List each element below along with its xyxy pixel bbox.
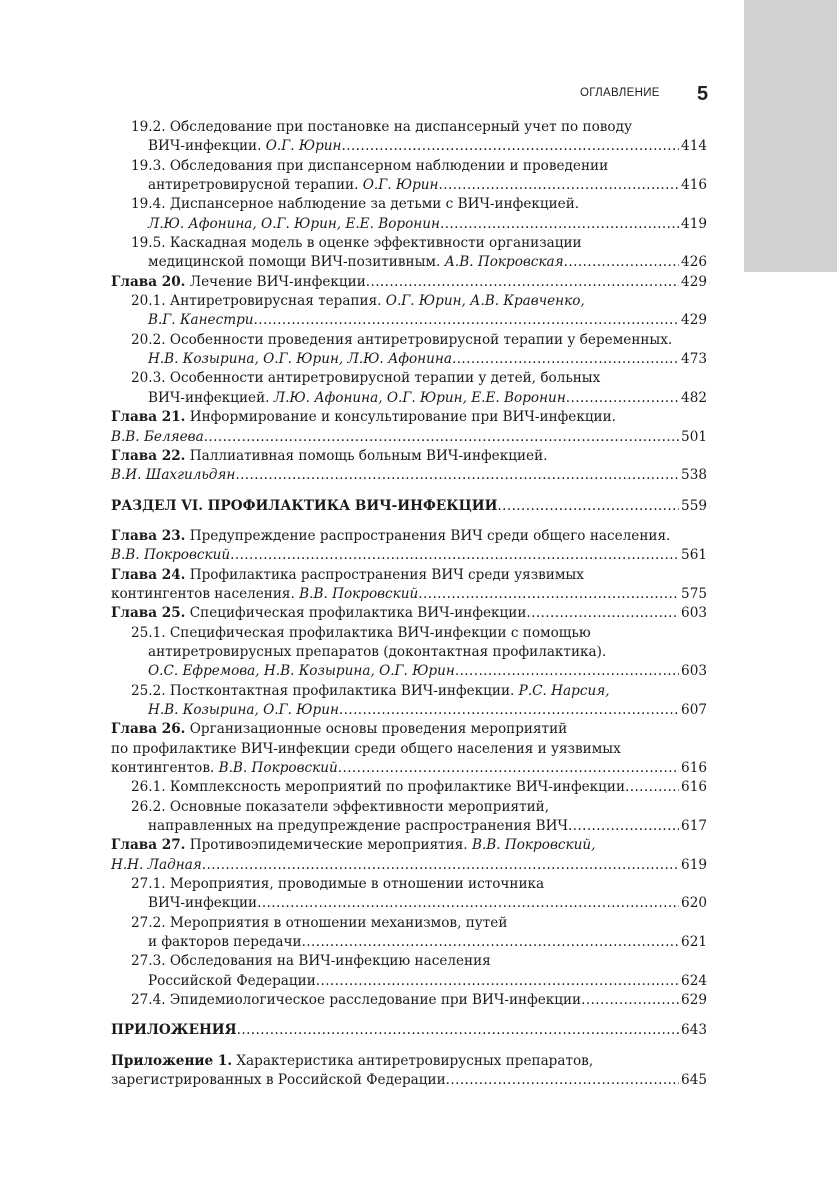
- dot-leader: [204, 428, 679, 447]
- toc-page-number[interactable]: 575: [681, 585, 707, 602]
- toc-title: Профилактика распространения ВИЧ среди уязвимых: [185, 566, 584, 583]
- dot-leader: [302, 933, 679, 952]
- toc-line: [111, 292, 707, 311]
- toc-entry[interactable]: [111, 604, 707, 623]
- toc-line: [111, 527, 707, 546]
- toc-title: Противоэпидемические мероприятия.: [185, 837, 472, 854]
- toc-line: [111, 1071, 707, 1090]
- toc-page-number[interactable]: 561: [681, 547, 707, 564]
- dot-leader: [566, 389, 679, 408]
- toc-title: медицинской помощи ВИЧ-позитивным.: [148, 254, 445, 271]
- toc-author: О.Г. Юрин, А.В. Кравченко,: [385, 293, 585, 310]
- toc-page-number[interactable]: 624: [681, 972, 707, 989]
- toc-page-number[interactable]: 419: [681, 215, 707, 232]
- toc-label: Глава 24.: [111, 566, 186, 583]
- toc-line: [111, 1052, 707, 1071]
- toc-line: [111, 856, 707, 875]
- toc-line: [111, 253, 707, 272]
- toc-line: [111, 389, 707, 408]
- dot-leader: [316, 972, 679, 991]
- toc-line: [111, 546, 707, 565]
- toc-line: [111, 566, 707, 585]
- toc-entry[interactable]: [111, 952, 707, 991]
- toc-page-number[interactable]: 621: [681, 934, 707, 951]
- toc-title: Характеристика антиретровирусных препаратов,: [232, 1052, 594, 1069]
- toc-title: 25.2. Постконтактная профилактика ВИЧ-инфекции.: [131, 682, 519, 699]
- dot-leader: [366, 273, 679, 292]
- toc-entry[interactable]: [111, 566, 707, 605]
- toc-label: Глава 23.: [111, 527, 186, 544]
- dot-leader: [455, 662, 679, 681]
- toc-line: [111, 662, 707, 681]
- toc-title: 20.2. Особенности проведения антиретровирусной терапии у беременных.: [131, 331, 673, 348]
- toc-title: антиретровирусной терапии.: [148, 177, 363, 194]
- toc-author: В.В. Беляева: [111, 428, 204, 445]
- dot-leader: [254, 311, 680, 330]
- toc-author: В.В. Покровский: [218, 760, 338, 776]
- toc-title: Информирование и консультирование при ВИЧ-инфекции.: [185, 409, 617, 426]
- toc-title: контингентов.: [111, 760, 219, 776]
- table-of-contents: [111, 118, 707, 1091]
- running-header: ОГЛАВЛЕНИЕ: [580, 87, 660, 99]
- toc-page-number[interactable]: 603: [681, 663, 707, 680]
- toc-line: [111, 369, 707, 388]
- toc-line: [111, 894, 707, 913]
- toc-page-number[interactable]: 429: [681, 312, 707, 329]
- toc-title: ВИЧ-инфекции: [148, 895, 258, 912]
- toc-line: [111, 331, 707, 350]
- toc-title: ВИЧ-инфекции.: [148, 138, 266, 155]
- toc-line: [111, 952, 707, 971]
- toc-entry[interactable]: [111, 914, 707, 953]
- toc-author: В.В. Покровский,: [471, 837, 596, 854]
- toc-page-number[interactable]: 414: [681, 138, 707, 155]
- toc-line: [111, 740, 707, 759]
- toc-label: Глава 26.: [111, 721, 186, 738]
- toc-line: [111, 643, 707, 662]
- dot-leader: [452, 350, 679, 369]
- dot-leader: [581, 991, 679, 1010]
- toc-entry[interactable]: [111, 624, 707, 682]
- toc-author: Н.В. Козырина, О.Г. Юрин, Л.Ю. Афонина: [148, 351, 452, 368]
- toc-title: Паллиативная помощь больным ВИЧ-инфекцией.: [185, 447, 548, 464]
- toc-line: [111, 972, 707, 991]
- toc-title: 27.1. Мероприятия, проводимые в отношении источника: [131, 876, 545, 893]
- toc-label: Глава 21.: [111, 409, 186, 426]
- toc-entry[interactable]: [111, 497, 707, 516]
- toc-line: [111, 720, 707, 739]
- toc-page-number[interactable]: 501: [681, 428, 707, 445]
- toc-entry[interactable]: [111, 527, 707, 566]
- toc-line: [111, 836, 707, 855]
- dot-leader: [440, 215, 679, 234]
- toc-entry[interactable]: [111, 798, 707, 837]
- toc-line: [111, 759, 707, 778]
- section-gap: [111, 516, 707, 527]
- toc-title: 25.1. Специфическая профилактика ВИЧ-инфекции с помощью: [131, 624, 591, 641]
- toc-entry[interactable]: [111, 273, 707, 292]
- toc-line: [111, 497, 707, 516]
- toc-title: 27.3. Обследования на ВИЧ-инфекцию населения: [131, 953, 491, 970]
- dot-leader: [257, 894, 679, 913]
- toc-entry[interactable]: [111, 447, 707, 486]
- toc-title: по профилактике ВИЧ-инфекции среди общего населения и уязвимых: [111, 740, 621, 757]
- toc-author: Л.Ю. Афонина, О.Г. Юрин, Е.Е. Воронин: [273, 389, 566, 406]
- toc-title: ВИЧ-инфекцией.: [148, 389, 274, 406]
- toc-title: Специфическая профилактика ВИЧ-инфекции: [185, 605, 527, 622]
- toc-author: В.В. Покровский: [111, 547, 231, 564]
- toc-title: 19.5. Каскадная модель в оценке эффективности организации: [131, 235, 582, 252]
- toc-line: [111, 1021, 707, 1040]
- toc-entry[interactable]: [111, 720, 707, 778]
- toc-line: [111, 311, 707, 330]
- toc-line: [111, 118, 707, 137]
- dot-leader: [564, 253, 679, 272]
- toc-page-number[interactable]: 429: [681, 273, 707, 290]
- toc-author: О.С. Ефремова, Н.В. Козырина, О.Г. Юрин: [148, 663, 455, 680]
- toc-title: Предупреждение распространения ВИЧ среди общего населения.: [185, 527, 671, 544]
- toc-author: О.Г. Юрин: [265, 138, 342, 155]
- toc-line: [111, 875, 707, 894]
- toc-page-number[interactable]: 482: [681, 389, 707, 406]
- toc-page-number[interactable]: 619: [681, 856, 707, 873]
- toc-entry[interactable]: [111, 331, 707, 370]
- toc-line: [111, 273, 707, 292]
- toc-page-number[interactable]: 473: [681, 351, 707, 368]
- toc-entry[interactable]: [111, 234, 707, 273]
- toc-title: 27.2. Мероприятия в отношении механизмов, путей: [131, 914, 508, 931]
- toc-entry[interactable]: [111, 408, 707, 447]
- toc-author: А.В. Покровская: [444, 254, 564, 271]
- toc-label: Глава 27.: [111, 837, 186, 854]
- dot-leader: [338, 759, 679, 778]
- toc-page-number[interactable]: 416: [681, 177, 707, 194]
- dot-leader: [497, 497, 679, 516]
- toc-entry[interactable]: [111, 836, 707, 875]
- toc-entry[interactable]: [111, 292, 707, 331]
- toc-label: Глава 20.: [111, 273, 186, 290]
- toc-title: антиретровирусных препаратов (доконтактная профилактика).: [148, 643, 607, 660]
- toc-page-number[interactable]: 616: [681, 760, 707, 776]
- dot-leader: [342, 137, 680, 156]
- toc-title: 26.1. Комплексность мероприятий по профилактике ВИЧ-инфекции: [131, 779, 626, 796]
- toc-entry[interactable]: [111, 118, 707, 157]
- toc-line: [111, 234, 707, 253]
- toc-line: [111, 428, 707, 447]
- toc-author: В.Г. Канестри: [148, 312, 254, 329]
- toc-line: [111, 215, 707, 234]
- toc-label: Глава 25.: [111, 605, 186, 622]
- toc-line: [111, 176, 707, 195]
- chapter-thumb-tab: [744, 0, 837, 272]
- toc-line: [111, 604, 707, 623]
- toc-line: [111, 408, 707, 427]
- toc-line: [111, 585, 707, 604]
- toc-entry[interactable]: [111, 682, 707, 721]
- toc-page-number[interactable]: 645: [681, 1072, 707, 1089]
- section-gap: [111, 1041, 707, 1052]
- toc-author: Л.Ю. Афонина, О.Г. Юрин, Е.Е. Воронин: [148, 215, 440, 232]
- toc-label: Глава 22.: [111, 447, 186, 464]
- toc-entry[interactable]: [111, 875, 707, 914]
- toc-page-number[interactable]: 616: [681, 779, 707, 796]
- dot-leader: [439, 176, 680, 195]
- toc-title: 20.3. Особенности антиретровирусной терапии у детей, больных: [131, 370, 601, 387]
- toc-title: Лечение ВИЧ-инфекции: [185, 273, 366, 290]
- toc-title: контингентов населения.: [111, 585, 300, 602]
- toc-author: В.И. Шахгильдян: [111, 467, 236, 484]
- dot-leader: [625, 778, 679, 797]
- toc-label: РАЗДЕЛ VI. ПРОФИЛАКТИКА ВИЧ-ИНФЕКЦИИ: [111, 497, 498, 514]
- dot-leader: [230, 546, 679, 565]
- toc-line: [111, 447, 707, 466]
- toc-title: зарегистрированных в Российской Федерации: [111, 1072, 446, 1089]
- toc-line: [111, 682, 707, 701]
- toc-line: [111, 798, 707, 817]
- section-gap: [111, 486, 707, 497]
- toc-title: и факторов передачи: [148, 934, 302, 951]
- toc-title: Российской Федерации: [148, 972, 316, 989]
- toc-label: Приложение 1.: [111, 1052, 233, 1069]
- toc-author: Н.Н. Ладная: [111, 856, 202, 873]
- toc-entry[interactable]: [111, 778, 707, 797]
- toc-title: 19.4. Диспансерное наблюдение за детьми с ВИЧ-инфекцией.: [131, 196, 580, 213]
- toc-line: [111, 466, 707, 485]
- section-gap: [111, 1010, 707, 1021]
- toc-page-number[interactable]: 629: [681, 992, 707, 1009]
- toc-page-number[interactable]: 620: [681, 895, 707, 912]
- toc-page-number[interactable]: 603: [681, 605, 707, 622]
- toc-title: Организационные основы проведения мероприятий: [185, 721, 568, 738]
- toc-line: [111, 933, 707, 952]
- toc-line: [111, 157, 707, 176]
- toc-page-number[interactable]: 643: [681, 1022, 707, 1039]
- toc-entry[interactable]: [111, 1052, 707, 1091]
- toc-line: [111, 778, 707, 797]
- toc-label: ПРИЛОЖЕНИЯ: [111, 1022, 237, 1039]
- toc-title: 20.1. Антиретровирусная терапия.: [131, 293, 386, 310]
- dot-leader: [568, 817, 679, 836]
- toc-entry[interactable]: [111, 157, 707, 196]
- dot-leader: [526, 604, 679, 623]
- dot-leader: [418, 585, 679, 604]
- toc-page-number[interactable]: 538: [681, 467, 707, 484]
- dot-leader: [446, 1071, 679, 1090]
- toc-line: [111, 624, 707, 643]
- toc-entry[interactable]: [111, 195, 707, 234]
- toc-entry[interactable]: [111, 1021, 707, 1040]
- toc-page-number[interactable]: 607: [681, 701, 707, 718]
- toc-author: О.Г. Юрин: [362, 177, 439, 194]
- dot-leader: [235, 466, 679, 485]
- dot-leader: [202, 856, 679, 875]
- toc-title: направленных на предупреждение распространения ВИЧ: [148, 818, 568, 835]
- dot-leader: [237, 1021, 679, 1040]
- toc-line: [111, 350, 707, 369]
- toc-title: 26.2. Основные показатели эффективности мероприятий,: [131, 798, 550, 815]
- toc-author: Н.В. Козырина, О.Г. Юрин: [148, 701, 339, 718]
- toc-page-number[interactable]: 559: [681, 497, 707, 514]
- toc-line: [111, 137, 707, 156]
- toc-line: [111, 817, 707, 836]
- toc-line: [111, 195, 707, 214]
- toc-line: [111, 701, 707, 720]
- toc-author: В.В. Покровский: [299, 585, 419, 602]
- toc-page-number[interactable]: 426: [681, 254, 707, 271]
- toc-line: [111, 991, 707, 1010]
- toc-title: 19.2. Обследование при постановке на диспансерный учет по поводу: [131, 119, 632, 135]
- dot-leader: [339, 701, 679, 720]
- toc-title: 19.3. Обследования при диспансерном наблюдении и проведении: [131, 157, 609, 174]
- toc-entry[interactable]: [111, 991, 707, 1010]
- page-number: 5: [697, 83, 709, 105]
- toc-line: [111, 914, 707, 933]
- toc-entry[interactable]: [111, 369, 707, 408]
- toc-page-number[interactable]: 617: [681, 818, 707, 835]
- toc-author: Р.С. Нарсия,: [518, 682, 610, 699]
- toc-title: 27.4. Эпидемиологическое расследование при ВИЧ-инфекции: [131, 992, 582, 1009]
